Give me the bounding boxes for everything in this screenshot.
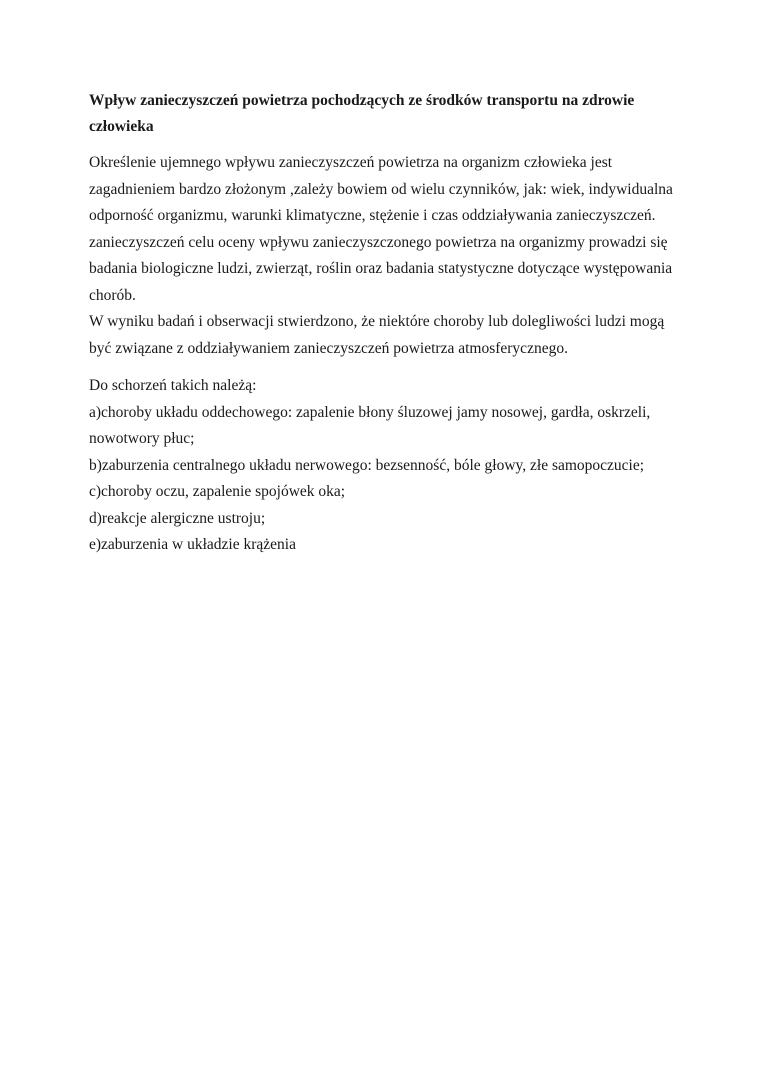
- text-line: chorób.: [89, 286, 136, 304]
- paragraph-list: [89, 373, 679, 559]
- title-line: Wpływ zanieczyszczeń powietrza pochodzących ze środków transportu na zdrowie: [89, 92, 635, 109]
- text-line: zanieczyszczeń celu oceny wpływu zanieczyszczonego powietrza na organizmy prowadzi się: [89, 233, 668, 251]
- title-line: człowieka: [89, 118, 154, 135]
- text-line: być związane z oddziaływaniem zanieczyszczeń powietrza atmosferycznego.: [89, 339, 568, 357]
- list-item: d)reakcje alergiczne ustroju;: [89, 509, 266, 527]
- list-item: b)zaburzenia centralnego układu nerwowego: bezsenność, bóle głowy, złe samopoczucie;: [89, 456, 645, 474]
- list-item: e)zaburzenia w układzie krążenia: [89, 536, 296, 553]
- paragraph-intro: [89, 150, 679, 362]
- list-heading: Do schorzeń takich należą:: [89, 377, 257, 394]
- list-item-continuation: nowotwory płuc;: [89, 430, 195, 447]
- text-line: odporność organizmu, warunki klimatyczne, stężenie i czas oddziaływania zanieczyszczeń.: [89, 207, 656, 224]
- document-title: [89, 88, 679, 140]
- list-item: a)choroby układu oddechowego: zapalenie błony śluzowej jamy nosowej, gardła, oskrzeli,: [89, 403, 651, 421]
- text-line: Określenie ujemnego wpływu zanieczyszczeń powietrza na organizm człowieka jest: [89, 154, 613, 171]
- list-item: c)choroby oczu, zapalenie spojówek oka;: [89, 483, 346, 500]
- text-line: zagadnieniem bardzo złożonym ,zależy bowiem od wielu czynników, jak: wiek, indywidualna: [89, 180, 673, 198]
- text-line: W wyniku badań i obserwacji stwierdzono, że niektóre choroby lub dolegliwości ludzi mogą: [89, 313, 665, 330]
- document-content: [89, 88, 679, 559]
- text-line: badania biologiczne ludzi, zwierząt, roślin oraz badania statystyczne dotyczące występowania: [89, 260, 673, 277]
